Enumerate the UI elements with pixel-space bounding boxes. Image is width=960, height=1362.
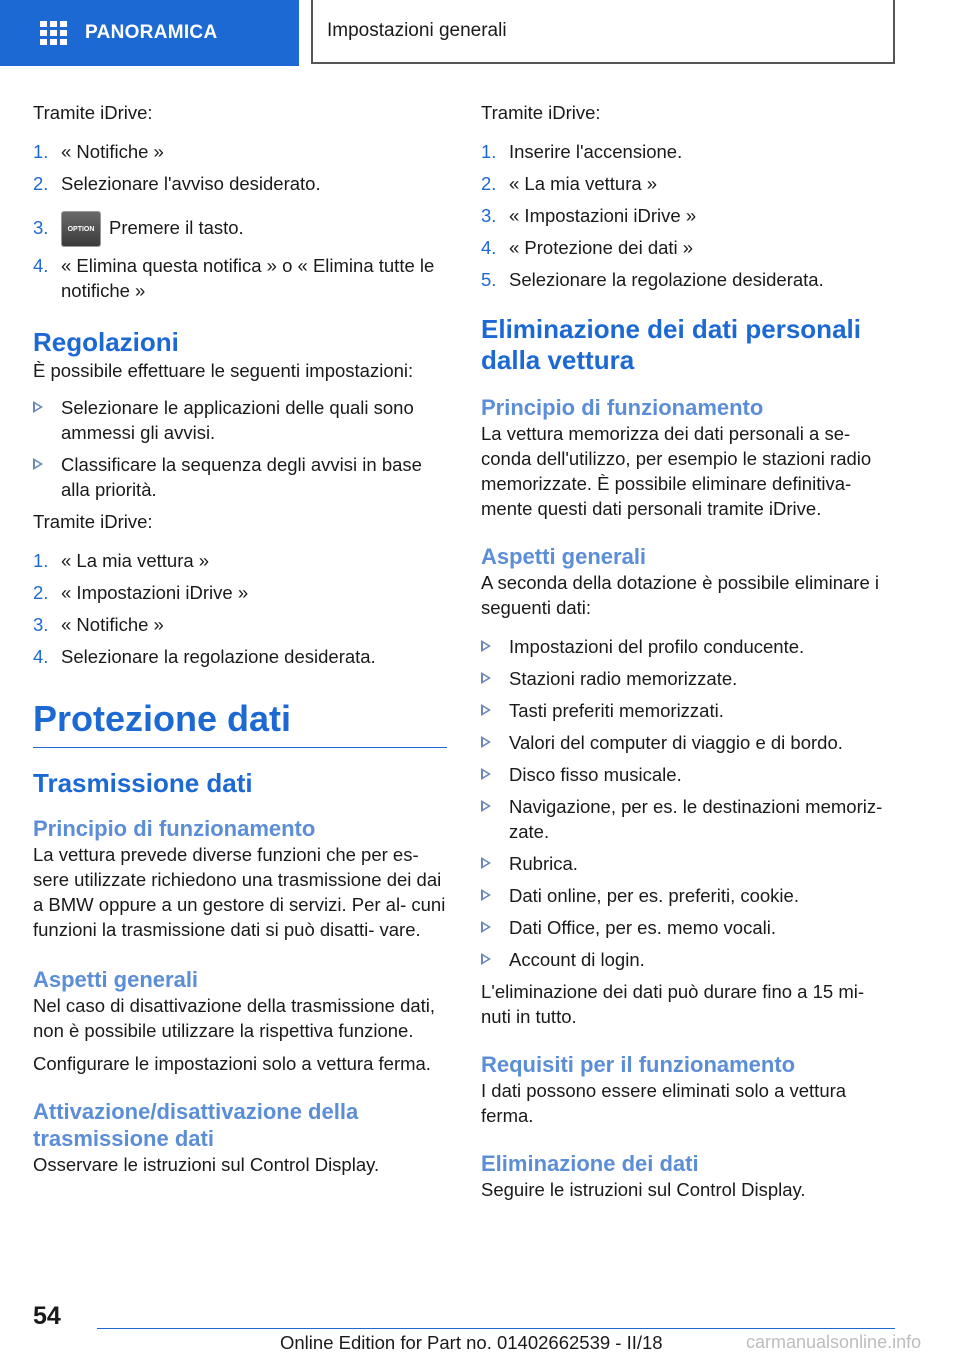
list-item: 1. « La mia vettura »	[33, 550, 210, 572]
heading-attivazione: Attivazione/disattivazione della trasmissione dati	[33, 1099, 359, 1152]
list-item: Valori del computer di viaggio e di bordo.	[481, 730, 895, 755]
list-item: 3. OPTION Premere il tasto.	[33, 210, 447, 247]
aspetti-text-2: Configurare le impostazioni solo a vettura ferma.	[33, 1053, 431, 1075]
aspetti-text-1: Nel caso di disattivazione della trasmissione dati, non è possibile utilizzare la rispettiva funzione.	[33, 995, 436, 1042]
triangle-bullet-icon	[481, 768, 491, 780]
triangle-bullet-icon	[481, 857, 491, 869]
attivazione-text: Osservare le istruzioni sul Control Display.	[33, 1154, 380, 1176]
heading-protezione-wrapper	[33, 697, 447, 748]
heading-eliminazione-dati: Eliminazione dei dati	[481, 1151, 699, 1176]
via-idrive-text: Tramite iDrive:	[33, 102, 153, 123]
list-item: Classificare la sequenza degli avvisi in base alla priorità.	[33, 452, 447, 502]
list-item: Account di login.	[481, 947, 895, 972]
page-header	[0, 0, 960, 66]
heading-aspetti: Aspetti generali	[33, 967, 199, 993]
data-bullet-list	[481, 634, 895, 972]
list-item: 3. « Notifiche »	[33, 614, 164, 636]
list-item: Navigazione, per es. le destinazioni memoriz- zate.	[481, 794, 895, 844]
regolazioni-intro: È possibile effettuare le seguenti impostazioni:	[33, 360, 414, 382]
heading-eliminazione: Eliminazione dei dati personali dalla vettura	[481, 314, 861, 375]
steps-list	[33, 139, 447, 303]
principio-text: La vettura memorizza dei dati personali a se- conda dell'utilizzo, per esempio le stazioni radio memorizzate. È possibile eliminare definitiva- mente questi dati personali tramite iDrive.	[481, 423, 872, 519]
overview-button[interactable]	[0, 0, 299, 66]
triangle-bullet-icon	[481, 672, 491, 684]
heading-aspetti: Aspetti generali	[481, 544, 647, 569]
triangle-bullet-icon	[33, 458, 43, 470]
bullet-list	[33, 395, 447, 502]
heading-trasmissione-dati: Trasmissione dati	[33, 768, 253, 799]
triangle-bullet-icon	[33, 401, 43, 413]
list-item: Dati online, per es. preferiti, cookie.	[481, 883, 895, 908]
list-item: Disco fisso musicale.	[481, 762, 895, 787]
list-item: 2. Selezionare l'avviso desiderato.	[33, 173, 321, 194]
heading-protezione-dati: Protezione dati	[33, 698, 292, 740]
steps-list	[481, 139, 895, 292]
requisiti-text: I dati possono essere eliminati solo a vettura ferma.	[481, 1080, 847, 1126]
heading-principio: Principio di funzionamento	[481, 395, 764, 420]
overview-label: PANORAMICA	[85, 22, 218, 43]
list-item: 4. Selezionare la regolazione desiderata.	[33, 646, 376, 668]
heading-regolazioni: Regolazioni	[33, 327, 179, 358]
right-column	[481, 100, 895, 1210]
list-item: Impostazioni del profilo conducente.	[481, 634, 895, 659]
list-item: 3. « Impostazioni iDrive »	[481, 205, 697, 226]
list-item: 5. Selezionare la regolazione desiderata.	[481, 269, 824, 290]
list-item: Tasti preferiti memorizzati.	[481, 698, 895, 723]
list-item: 4. « Elimina questa notifica » o « Elimina tutte le notifiche »	[33, 255, 435, 302]
list-item: 1. « Notifiche »	[33, 141, 164, 162]
list-item: 1. Inserire l'accensione.	[481, 141, 683, 162]
section-tab[interactable]	[311, 0, 895, 64]
left-column	[33, 100, 447, 1185]
list-item: 2. « La mia vettura »	[481, 173, 658, 194]
principio-text: La vettura prevede diverse funzioni che per es- sere utilizzate richiedono una trasmissione dei dai a BMW oppure a un gestore di servizi. Per al- cuni funzioni la trasmissione dati si può disatti- vare.	[33, 844, 446, 941]
via-idrive-text: Tramite iDrive:	[33, 511, 153, 533]
triangle-bullet-icon	[481, 736, 491, 748]
list-item: Selezionare le applicazioni delle quali sono ammessi gli avvisi.	[33, 395, 447, 445]
aspetti-text: A seconda della dotazione è possibile eliminare i seguenti dati:	[481, 572, 880, 618]
steps-list	[33, 548, 447, 669]
section-title: Impostazioni generali	[327, 20, 507, 41]
list-item: Dati Office, per es. memo vocali.	[481, 915, 895, 940]
edition-text: Online Edition for Part no. 01402662539 - II/18	[280, 1332, 663, 1353]
heading-requisiti: Requisiti per il funzionamento	[481, 1052, 796, 1077]
triangle-bullet-icon	[481, 889, 491, 901]
triangle-bullet-icon	[481, 704, 491, 716]
page-number: 54	[33, 1302, 61, 1330]
footer-divider	[97, 1328, 895, 1329]
list-item: Stazioni radio memorizzate.	[481, 666, 895, 691]
list-item: Rubrica.	[481, 851, 895, 876]
watermark: carmanualsonline.info	[746, 1332, 922, 1352]
option-button-icon: OPTION	[61, 211, 101, 247]
list-item: 2. « Impostazioni iDrive »	[33, 582, 249, 604]
triangle-bullet-icon	[481, 953, 491, 965]
heading-principio: Principio di funzionamento	[33, 816, 316, 842]
via-idrive-text: Tramite iDrive:	[481, 102, 601, 123]
triangle-bullet-icon	[481, 800, 491, 812]
triangle-bullet-icon	[481, 640, 491, 652]
list-item: 4. « Protezione dei dati »	[481, 237, 694, 258]
triangle-bullet-icon	[481, 921, 491, 933]
grid-icon	[40, 21, 67, 45]
durata-text: L'eliminazione dei dati può durare fino a 15 mi- nuti in tutto.	[481, 981, 865, 1027]
elim-dati-text: Seguire le istruzioni sul Control Display.	[481, 1179, 806, 1200]
